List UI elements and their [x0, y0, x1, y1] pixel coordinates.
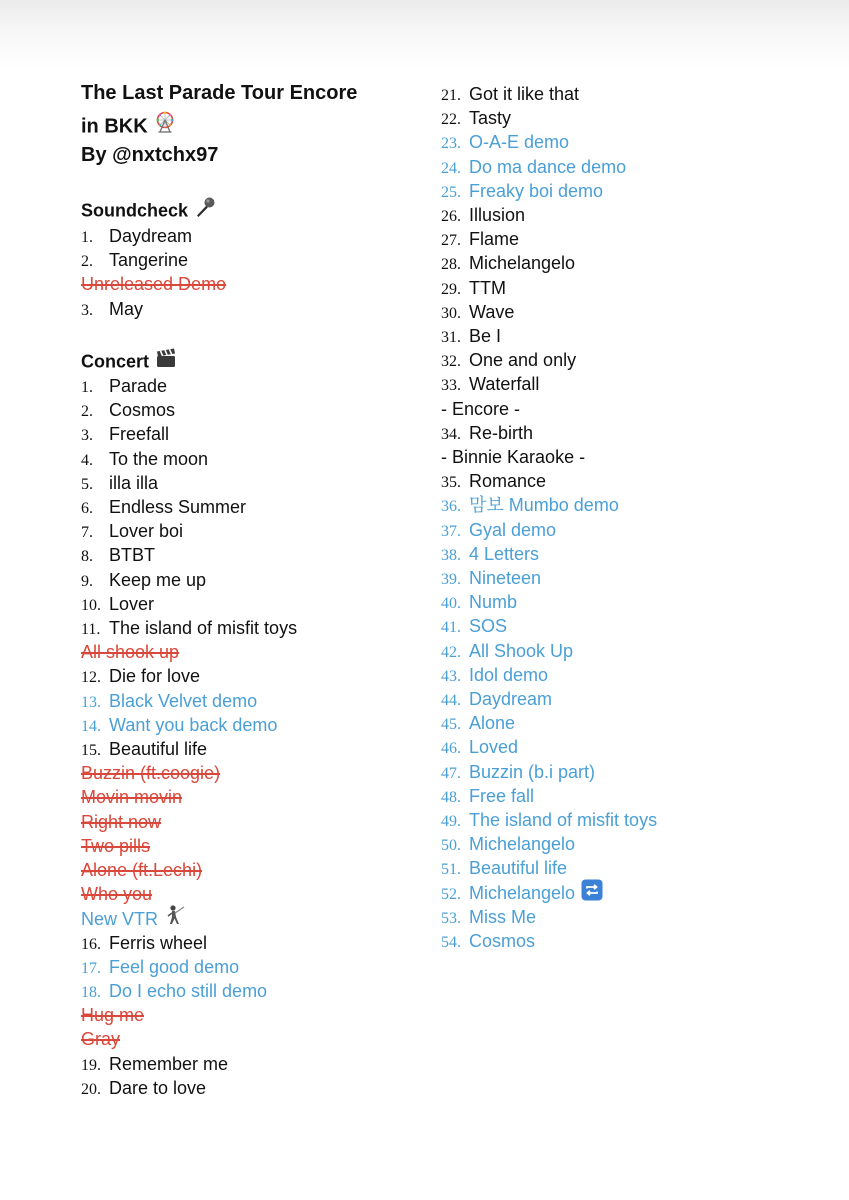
item-title: Illusion: [469, 205, 526, 225]
item-title: Nineteen: [469, 568, 542, 588]
item-title: New VTR: [81, 909, 159, 930]
setlist-item: [441, 760, 595, 784]
item-number: 22.: [441, 111, 461, 129]
item-number: 36.: [441, 498, 461, 516]
item-title-cancelled: Unreleased Demo: [81, 274, 227, 295]
item-number: 44.: [441, 692, 461, 709]
setlist-item: [81, 297, 143, 321]
page-title-location: in BKK: [81, 115, 148, 138]
clapper-board-icon: [155, 347, 177, 374]
item-number: 43.: [441, 667, 461, 685]
item-title: Daydream: [109, 226, 193, 246]
item-title: To the moon: [109, 448, 209, 469]
item-title-cancelled: Who you: [81, 884, 153, 905]
item-title: Be I: [469, 326, 502, 346]
item-number: 3.: [81, 427, 93, 445]
item-number: 5.: [81, 475, 93, 493]
page-author: By @nxtchx97: [81, 144, 219, 166]
page-title-line-1: The Last Parade Tour Encore: [81, 82, 358, 104]
item-number: 48.: [441, 788, 461, 806]
setlist-item: [441, 179, 603, 203]
item-title: Freaky boi demo: [469, 180, 604, 201]
item-title: Keep me up: [109, 569, 207, 590]
setlist-item: [441, 687, 552, 711]
item-number: 3.: [81, 301, 93, 319]
top-shadow: [0, 0, 849, 70]
setlist-note: [441, 397, 520, 421]
item-title: Idol demo: [469, 664, 549, 685]
setlist-item: [441, 590, 517, 614]
item-title: Remember me: [109, 1053, 229, 1074]
page-title-line-2: [81, 113, 176, 141]
setlist-item: [441, 566, 541, 590]
setlist-item: [81, 398, 175, 422]
item-title-cancelled: Buzzin (ft.coogie): [81, 763, 221, 784]
ferris-wheel-icon: [154, 111, 176, 139]
item-title: Buzzin (b.i part): [469, 761, 596, 782]
item-title: Gyal demo: [469, 519, 557, 540]
item-title: Lover: [109, 593, 155, 614]
setlist-item: [441, 518, 556, 542]
item-number: 31.: [441, 329, 461, 346]
item-number: 1.: [81, 229, 93, 246]
item-title: Black Velvet demo: [109, 690, 258, 711]
item-title: Michelangelo: [469, 883, 576, 904]
item-number: 12.: [81, 669, 101, 687]
item-number: 2.: [81, 403, 93, 421]
setlist-item: [81, 931, 207, 955]
item-number: 10.: [81, 596, 101, 614]
item-title: Numb: [469, 592, 518, 613]
item-title: 맘보 Mumbo demo: [469, 495, 619, 516]
setlist-item: [81, 955, 239, 979]
item-title: Beautiful life: [109, 739, 208, 759]
fencer-icon: [164, 904, 186, 932]
item-number: 13.: [81, 693, 101, 711]
concert-heading-label: Concert: [81, 351, 150, 372]
item-title: SOS: [469, 616, 508, 637]
item-title: TTM: [469, 277, 506, 298]
setlist-item: [441, 82, 579, 106]
item-number: 21.: [441, 87, 461, 104]
setlist-item: [81, 422, 169, 446]
item-number: 11.: [81, 621, 101, 638]
setlist-item: [81, 1076, 206, 1100]
setlist-item: [441, 711, 515, 735]
item-number: 46.: [441, 740, 461, 758]
setlist-note: [81, 272, 226, 296]
item-title: Tasty: [469, 108, 512, 129]
soundcheck-heading-label: Soundcheck: [81, 200, 189, 221]
setlist-note: [81, 640, 179, 664]
item-number: 32.: [441, 353, 461, 371]
item-title: Do ma dance demo: [469, 156, 627, 177]
item-number: 14.: [81, 717, 101, 735]
setlist-item: [441, 155, 626, 179]
item-title: Miss Me: [469, 906, 536, 927]
item-number: 47.: [441, 764, 461, 782]
item-number: 33.: [441, 377, 461, 395]
setlist-note: [81, 1027, 120, 1051]
setlist-item: [81, 737, 207, 761]
item-title-cancelled: Alone (ft.Lechi): [81, 860, 203, 880]
item-number: 29.: [441, 280, 461, 298]
item-title-cancelled: Hug me: [81, 1005, 145, 1026]
item-number: 9.: [81, 572, 93, 590]
item-title: Dare to love: [109, 1077, 207, 1098]
item-title: One and only: [469, 350, 577, 371]
setlist-item: [441, 300, 514, 324]
item-title: - Encore -: [441, 398, 521, 419]
item-title-cancelled: Movin movin: [81, 787, 183, 808]
item-number: 39.: [441, 571, 461, 588]
item-title: Alone: [469, 713, 516, 734]
item-title: Waterfall: [469, 374, 540, 395]
item-number: 37.: [441, 522, 461, 540]
setlist-item: [441, 905, 536, 929]
item-title: Die for love: [109, 666, 201, 687]
setlist-item: [441, 832, 575, 856]
setlist-item: [441, 856, 567, 880]
item-number: 38.: [441, 546, 461, 564]
item-title: Got it like that: [469, 84, 580, 104]
setlist-item: [441, 808, 657, 832]
item-number: 30.: [441, 304, 461, 322]
item-title: The island of misfit toys: [469, 810, 658, 830]
item-title: Michelangelo: [469, 253, 576, 274]
setlist-item: [441, 881, 603, 905]
item-title: All Shook Up: [469, 640, 574, 661]
item-title-cancelled: All shook up: [81, 642, 180, 663]
setlist-item: [441, 372, 539, 396]
microphone-icon: [194, 196, 216, 223]
item-number: 15.: [81, 742, 101, 759]
item-title: 4 Letters: [469, 543, 540, 564]
item-title: May: [109, 298, 144, 319]
item-title: BTBT: [109, 545, 156, 566]
item-title: Re-birth: [469, 422, 534, 443]
setlist-item: [81, 447, 208, 471]
item-number: 2.: [81, 253, 93, 271]
item-title: Flame: [469, 229, 520, 250]
setlist-item: [441, 784, 534, 808]
item-number: 54.: [441, 934, 461, 951]
item-number: 51.: [441, 861, 461, 879]
setlist-item: [441, 493, 619, 517]
item-title: The island of misfit toys: [109, 618, 298, 638]
item-title: Romance: [469, 471, 547, 492]
setlist-note: [81, 810, 161, 834]
setlist-item: [81, 543, 155, 567]
item-number: 23.: [441, 135, 461, 153]
item-number: 25.: [441, 183, 461, 201]
setlist-item: [441, 663, 548, 687]
setlist-item: [81, 224, 192, 248]
setlist-item: [81, 689, 257, 713]
setlist-note: [441, 445, 585, 469]
item-number: 4.: [81, 451, 93, 469]
item-number: 6.: [81, 500, 93, 517]
item-title: Free fall: [469, 785, 535, 806]
item-title: illa illa: [109, 472, 159, 493]
setlist-item: [81, 248, 188, 272]
item-title: Ferris wheel: [109, 932, 208, 953]
setlist-item: [441, 106, 511, 130]
item-number: 52.: [441, 886, 461, 904]
item-title: Feel good demo: [109, 956, 240, 977]
item-title: Loved: [469, 737, 519, 758]
item-number: 16.: [81, 935, 101, 953]
setlist-item: [441, 469, 546, 493]
item-title: Do I echo still demo: [109, 981, 268, 1001]
item-number: 42.: [441, 643, 461, 661]
setlist-item: [441, 929, 535, 953]
setlist-item: [441, 203, 525, 227]
setlist-item: [81, 664, 200, 688]
item-number: 53.: [441, 909, 461, 927]
setlist-note: [81, 761, 220, 785]
setlist-item: [81, 374, 167, 398]
setlist-item: [81, 979, 267, 1003]
setlist-item: [81, 495, 246, 519]
item-number: 18.: [81, 984, 101, 1001]
setlist-note: [81, 882, 152, 906]
item-title: Tangerine: [109, 250, 189, 271]
item-title: Cosmos: [109, 400, 176, 421]
item-title: Freefall: [109, 424, 170, 445]
item-number: 41.: [441, 619, 461, 637]
item-number: 19.: [81, 1056, 101, 1074]
item-title: Cosmos: [469, 931, 536, 951]
setlist-item: [81, 1052, 228, 1076]
concert-heading: [81, 349, 177, 376]
setlist-item: [441, 639, 573, 663]
setlist-item: [81, 592, 154, 616]
repeat-icon: [581, 879, 603, 907]
setlist-item: [441, 542, 539, 566]
setlist-item: [441, 227, 519, 251]
item-number: 1.: [81, 379, 93, 396]
item-title: - Binnie Karaoke -: [441, 447, 586, 467]
item-title: Michelangelo: [469, 834, 576, 855]
item-title: Lover boi: [109, 521, 184, 542]
item-number: 49.: [441, 813, 461, 830]
item-number: 34.: [441, 425, 461, 443]
item-number: 27.: [441, 232, 461, 250]
item-number: 28.: [441, 256, 461, 274]
setlist-note: [81, 858, 202, 882]
item-title-cancelled: Right now: [81, 811, 162, 832]
setlist-item: [81, 568, 206, 592]
item-title: Wave: [469, 301, 515, 322]
setlist-item: [81, 713, 277, 737]
setlist-item: [441, 348, 576, 372]
item-number: 24.: [441, 159, 461, 177]
item-number: 26.: [441, 208, 461, 225]
setlist-item: [441, 421, 533, 445]
setlist-item: [81, 519, 183, 543]
setlist-note: [81, 785, 182, 809]
item-number: 45.: [441, 716, 461, 734]
setlist-note: [81, 1003, 144, 1027]
setlist-item: [441, 251, 575, 275]
item-number: 20.: [81, 1080, 101, 1098]
setlist-item: [441, 130, 569, 154]
setlist-note: [81, 906, 186, 930]
item-number: 17.: [81, 959, 101, 977]
soundcheck-heading: [81, 198, 216, 225]
setlist-item: [441, 735, 518, 759]
item-number: 7.: [81, 524, 93, 542]
item-title: Parade: [109, 376, 168, 396]
setlist-item: [81, 616, 297, 640]
item-title: Daydream: [469, 689, 553, 709]
item-title: Beautiful life: [469, 858, 568, 879]
item-title-cancelled: Gray: [81, 1029, 121, 1050]
setlist-item: [81, 471, 158, 495]
item-title-cancelled: Two pills: [81, 835, 151, 856]
item-number: 50.: [441, 837, 461, 855]
setlist-item: [441, 324, 501, 348]
item-title: O-A-E demo: [469, 132, 570, 153]
item-title: Endless Summer: [109, 497, 247, 517]
setlist-note: [81, 834, 150, 858]
item-number: 35.: [441, 474, 461, 492]
item-number: 40.: [441, 595, 461, 613]
setlist-item: [441, 614, 507, 638]
setlist-item: [441, 276, 506, 300]
item-title: Want you back demo: [109, 714, 278, 735]
item-number: 8.: [81, 548, 93, 566]
